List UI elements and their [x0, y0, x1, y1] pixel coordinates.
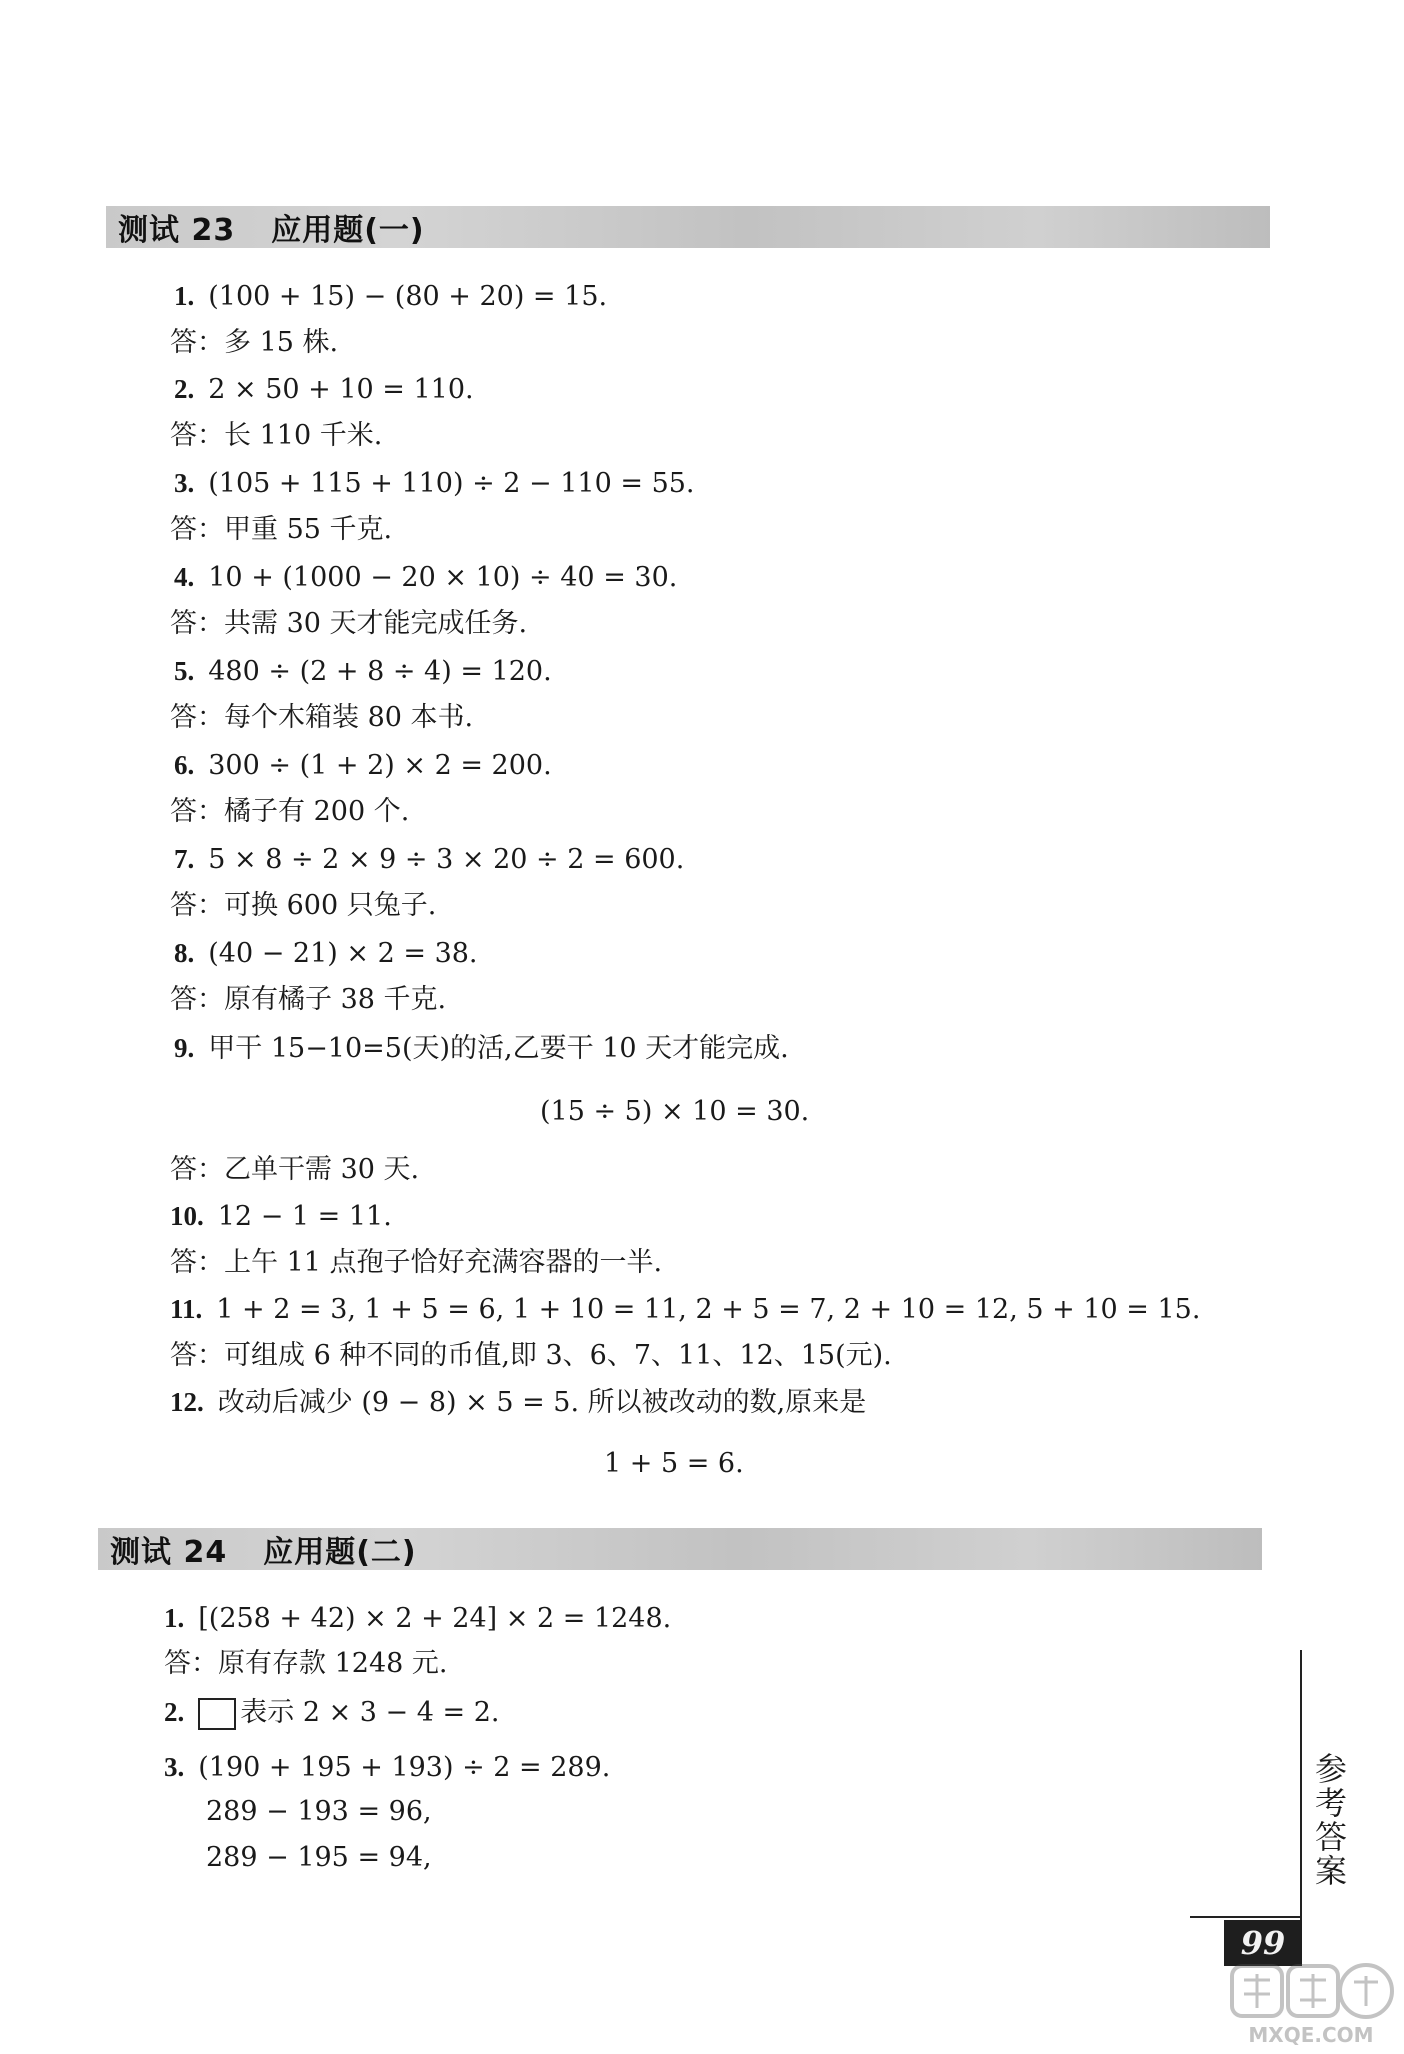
answer-line — [174, 935, 478, 972]
item-text: 10 + (1000 − 20 × 10) ÷ 40 = 30. — [208, 562, 678, 593]
answer-line — [164, 1694, 500, 1731]
answer-line — [206, 1840, 432, 1876]
answer-line — [164, 1600, 671, 1637]
answer-line — [206, 1794, 432, 1830]
item-number: 2. — [174, 374, 195, 404]
item-text: 答：甲重 55 千克. — [170, 514, 393, 545]
page-number: 99 — [1224, 1920, 1302, 1966]
item-number: 8. — [174, 938, 195, 968]
item-text: (100 + 15) − (80 + 20) = 15. — [208, 281, 608, 312]
item-text: 289 − 195 = 94, — [206, 1842, 432, 1873]
section-title: 应用题(二) — [263, 1535, 417, 1570]
item-text: 答：可换 600 只兔子. — [170, 890, 437, 921]
answer-line — [170, 700, 473, 736]
watermark-text: MXQE.COM — [1248, 2023, 1374, 2047]
section-title: 应用题(一) — [271, 213, 425, 248]
item-number: 3. — [164, 1752, 185, 1782]
answer-line — [170, 1198, 392, 1235]
item-text: 答：乙单干需 30 天. — [170, 1154, 420, 1185]
item-text: 答：长 110 千米. — [170, 420, 383, 451]
item-number: 5. — [174, 656, 195, 686]
answer-line — [170, 512, 392, 548]
answer-line — [170, 794, 409, 830]
item-text: 480 ÷ (2 + 8 ÷ 4) = 120. — [208, 656, 552, 687]
side-tab-rule — [1300, 1650, 1302, 1928]
answer-line — [170, 325, 338, 361]
answer-line — [174, 1030, 789, 1067]
item-number: 10. — [170, 1201, 204, 1231]
item-text: (40 − 21) × 2 = 38. — [208, 938, 478, 969]
blank-square-box — [198, 1698, 236, 1730]
answer-line — [170, 1291, 1200, 1328]
item-text: 改动后减少 (9 − 8) × 5 = 5. 所以被改动的数,原来是 — [217, 1387, 867, 1418]
section-number: 测试 23 — [118, 213, 236, 248]
item-number: 2. — [164, 1697, 185, 1727]
item-text: (15 ÷ 5) × 10 = 30. — [540, 1096, 810, 1127]
item-text: 1 + 2 = 3, 1 + 5 = 6, 1 + 10 = 11, 2 + 5 = 7, 2 + 10 = 12, 5 + 10 = 15. — [216, 1294, 1201, 1325]
centered-equation — [604, 1446, 744, 1482]
item-text: 1 + 5 = 6. — [604, 1448, 744, 1479]
item-number: 3. — [174, 468, 195, 498]
item-number: 9. — [174, 1033, 195, 1063]
item-number: 12. — [170, 1387, 204, 1417]
item-text: 289 − 193 = 96, — [206, 1796, 432, 1827]
answer-line — [170, 1384, 866, 1421]
section-header-test24 — [98, 1528, 1262, 1570]
answer-line — [170, 1338, 892, 1374]
answer-line — [170, 606, 527, 642]
answer-line — [174, 747, 552, 784]
answer-line — [174, 841, 684, 878]
item-text: (190 + 195 + 193) ÷ 2 = 289. — [198, 1752, 611, 1783]
item-number: 1. — [174, 281, 195, 311]
item-text: 表示 2 × 3 − 4 = 2. — [240, 1697, 500, 1728]
item-text: 答：原有存款 1248 元. — [164, 1648, 448, 1679]
item-text: 甲干 15−10=5(天)的活,乙要干 10 天才能完成. — [208, 1033, 789, 1064]
item-text: 答：多 15 株. — [170, 327, 339, 358]
answer-line — [164, 1749, 610, 1786]
side-tab-label: 参考答案 — [1310, 1752, 1348, 1888]
item-text: 12 − 1 = 11. — [217, 1201, 392, 1232]
answer-line — [170, 1152, 419, 1188]
item-text: 2 × 50 + 10 = 110. — [208, 374, 474, 405]
item-text: 答：上午 11 点孢子恰好充满容器的一半. — [170, 1247, 663, 1278]
page-number-rule — [1190, 1916, 1302, 1918]
centered-equation — [540, 1094, 809, 1130]
item-number: 1. — [164, 1603, 185, 1633]
watermark-logo — [1226, 1960, 1396, 2050]
item-text: 答：共需 30 天才能完成任务. — [170, 608, 528, 639]
item-number: 11. — [170, 1294, 203, 1324]
answer-line — [170, 418, 382, 454]
section-number: 测试 24 — [110, 1535, 228, 1570]
item-text: 答：原有橘子 38 千克. — [170, 984, 447, 1015]
item-number: 7. — [174, 844, 195, 874]
answer-line — [170, 982, 446, 1018]
item-text: 5 × 8 ÷ 2 × 9 ÷ 3 × 20 ÷ 2 = 600. — [208, 844, 685, 875]
answer-line — [164, 1646, 447, 1682]
item-text: [(258 + 42) × 2 + 24] × 2 = 1248. — [198, 1603, 672, 1634]
answer-line — [174, 278, 607, 315]
answer-line — [174, 653, 552, 690]
answer-line — [174, 559, 677, 596]
item-text: 答：每个木箱装 80 本书. — [170, 702, 474, 733]
item-text: 300 ÷ (1 + 2) × 2 = 200. — [208, 750, 552, 781]
answer-line — [170, 1245, 662, 1281]
item-text: 答：可组成 6 种不同的币值,即 3、6、7、11、12、15(元). — [170, 1340, 892, 1371]
answer-line — [174, 465, 695, 502]
section-header-test23 — [106, 206, 1270, 248]
item-text: (105 + 115 + 110) ÷ 2 − 110 = 55. — [208, 468, 695, 499]
item-number: 6. — [174, 750, 195, 780]
item-number: 4. — [174, 562, 195, 592]
answer-line — [170, 888, 436, 924]
item-text: 答：橘子有 200 个. — [170, 796, 410, 827]
answer-line — [174, 371, 474, 408]
